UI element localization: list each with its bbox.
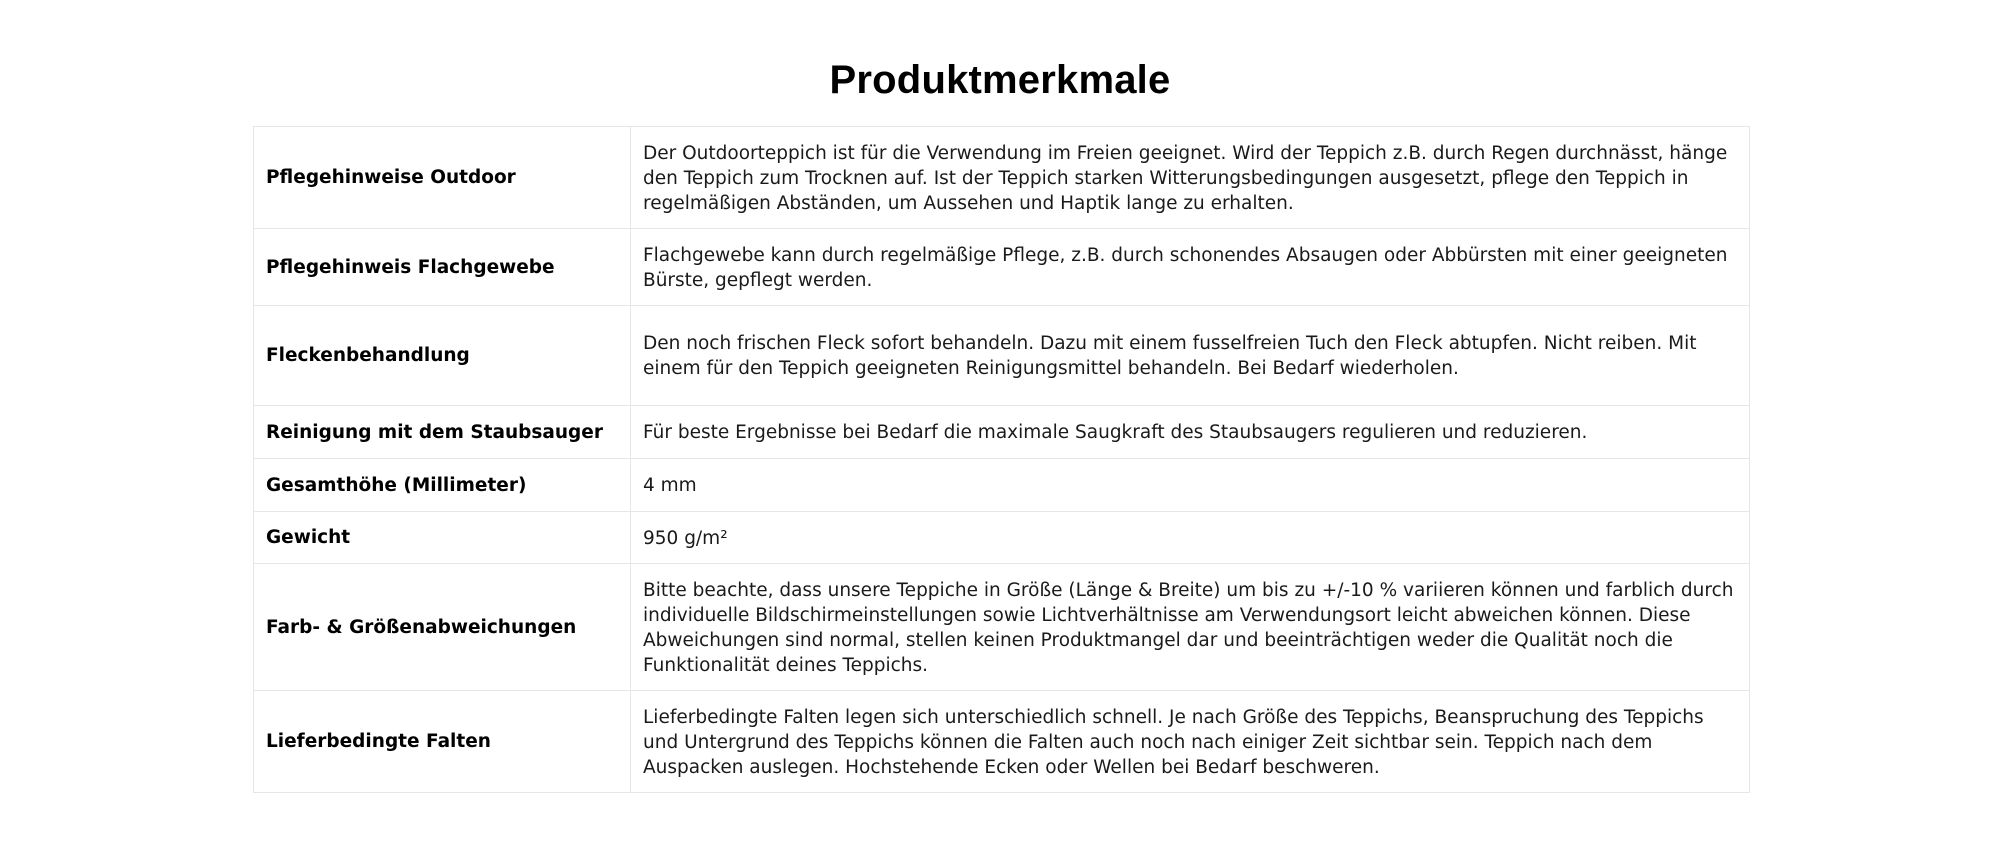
feature-label: Gewicht (254, 512, 631, 564)
feature-value: Flachgewebe kann durch regelmäßige Pflege, z.B. durch schonendes Absaugen oder Abbürsten mit einer geeigneten Bürste, gepflegt werden. (631, 229, 1750, 306)
feature-label: Pflegehinweise Outdoor (254, 127, 631, 229)
feature-value: Den noch frischen Fleck sofort behandeln. Dazu mit einem fusselfreien Tuch den Fleck abtupfen. Nicht reiben. Mit einem für den Teppich geeigneten Reinigungsmittel behandeln. Bei Bedarf wiederholen. (631, 306, 1750, 406)
table-row (254, 127, 1750, 229)
feature-value: Lieferbedingte Falten legen sich unterschiedlich schnell. Je nach Größe des Teppichs, Beanspruchung des Teppichs und Untergrund des Teppichs können die Falten auch noch nach einiger Zeit sichtbar sein. Teppich nach dem Auspacken auslegen. Hochstehende Ecken oder Wellen bei Bedarf beschweren. (631, 691, 1750, 793)
feature-value: Bitte beachte, dass unsere Teppiche in Größe (Länge & Breite) um bis zu +/-10 % variieren können und farblich durch individuelle Bildschirmeinstellungen sowie Lichtverhältnisse am Verwendungsort leicht abweichen können. Diese Abweichungen sind normal, stellen keinen Produktmangel dar und beeinträchtigen weder die Qualität noch die Funktionalität deines Teppichs. (631, 564, 1750, 691)
feature-value: 4 mm (631, 459, 1750, 512)
feature-value: Der Outdoorteppich ist für die Verwendung im Freien geeignet. Wird der Teppich z.B. durch Regen durchnässt, hänge den Teppich zum Trocknen auf. Ist der Teppich starken Witterungsbedingungen ausgesetzt, pflege den Teppich in regelmäßigen Abständen, um Aussehen und Haptik lange zu erhalten. (631, 127, 1750, 229)
feature-label: Farb- & Größenabweichungen (254, 564, 631, 691)
table-row (254, 306, 1750, 406)
table-row (254, 459, 1750, 512)
feature-label: Lieferbedingte Falten (254, 691, 631, 793)
table-row (254, 564, 1750, 691)
table-row (254, 229, 1750, 306)
feature-label: Gesamthöhe (Millimeter) (254, 459, 631, 512)
feature-label: Fleckenbehandlung (254, 306, 631, 406)
feature-value: 950 g/m² (631, 512, 1750, 564)
feature-label: Pflegehinweis Flachgewebe (254, 229, 631, 306)
table-row (254, 406, 1750, 459)
feature-label: Reinigung mit dem Staubsauger (254, 406, 631, 459)
page-title: Produktmerkmale (829, 58, 1171, 102)
product-features-table (253, 126, 1750, 793)
table-row (254, 691, 1750, 793)
feature-value: Für beste Ergebnisse bei Bedarf die maximale Saugkraft des Staubsaugers regulieren und reduzieren. (631, 406, 1750, 459)
table-row (254, 512, 1750, 564)
